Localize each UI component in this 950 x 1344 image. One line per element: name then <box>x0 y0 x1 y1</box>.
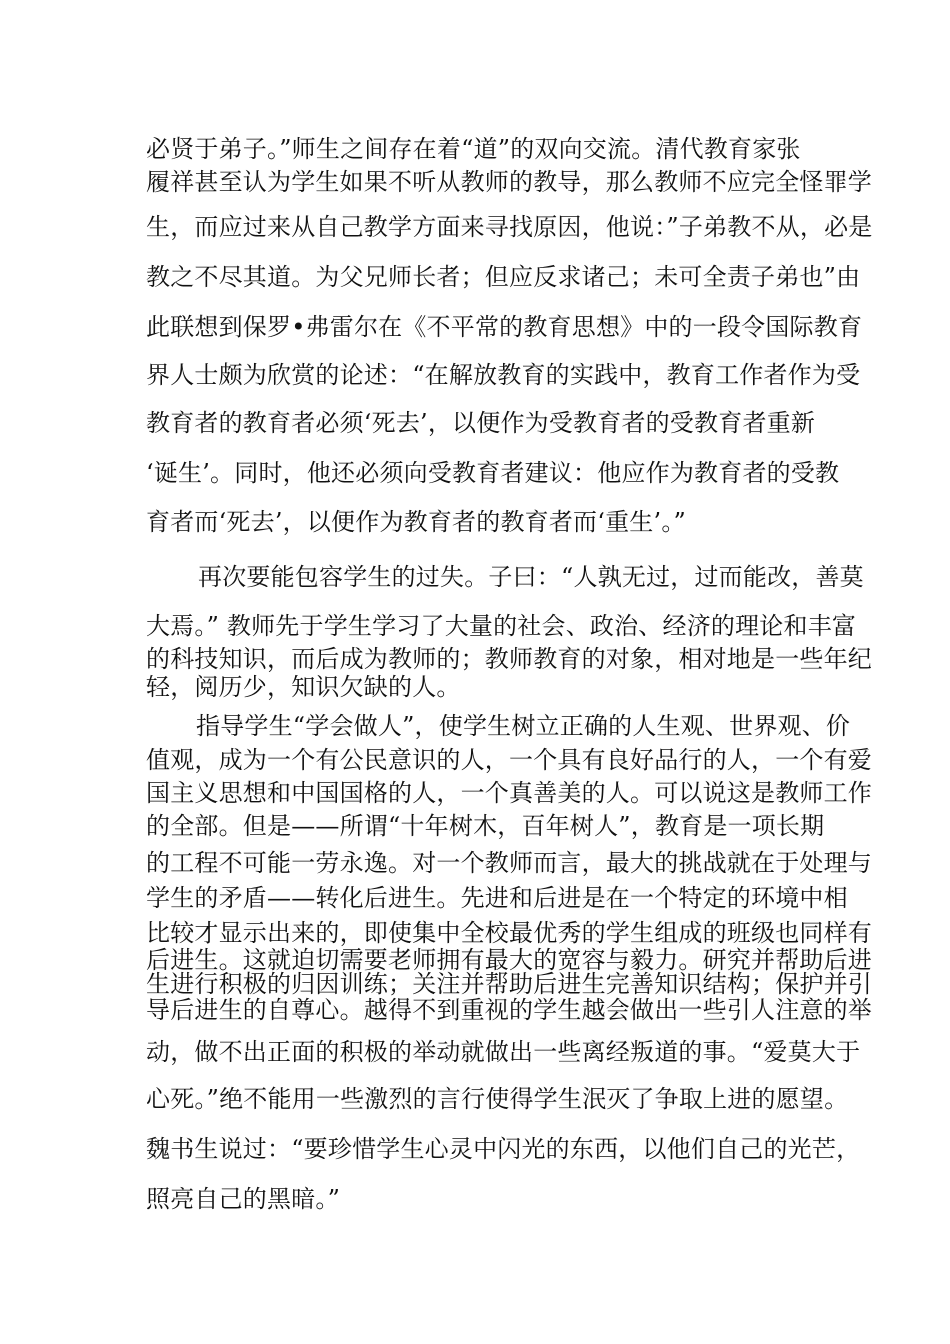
text-line: 比较才显示出来的，即使集中全校最优秀的学生组成的班级也同样有 <box>146 919 872 947</box>
paragraph-first-line: 再次要能包容学生的过失。子曰：“人孰无过，过而能改，善莫 <box>198 563 864 591</box>
text-line: 值观，成为一个有公民意识的人，一个具有良好品行的人，一个有爱 <box>146 746 872 774</box>
text-line: 必贤于弟子。”师生之间存在着“道”的双向交流。清代教育家张 <box>146 135 801 163</box>
text-line: 大焉。” 教师先于学生学习了大量的社会、政治、经济的理论和丰富 <box>146 612 857 640</box>
text-line: ‘诞生’。同时，他还必须向受教育者建议：他应作为教育者的受教 <box>146 459 840 487</box>
text-line: 的科技知识，而后成为教师的；教师教育的对象，相对地是一些年纪 <box>146 645 872 673</box>
text-line: 育者而‘死去’，以便作为教育者的教育者而‘重生’。” <box>146 508 686 536</box>
text-line: 的工程不可能一劳永逸。对一个教师而言，最大的挑战就在于处理与 <box>146 849 872 877</box>
text-line: 学生的矛盾——转化后进生。先进和后进是在一个特定的环境中相 <box>146 884 848 912</box>
text-line: 此联想到保罗•弗雷尔在《不平常的教育思想》中的一段令国际教育 <box>146 313 863 341</box>
text-line: 界人士颇为欣赏的论述：“在解放教育的实践中，教育工作者作为受 <box>146 361 861 389</box>
text-line: 国主义思想和中国国格的人，一个真善美的人。可以说这是教师工作 <box>146 779 872 807</box>
text-line: 生，而应过来从自己教学方面来寻找原因，他说：”子弟教不从，必是 <box>146 213 873 241</box>
text-line: 魏书生说过：“要珍惜学生心灵中闪光的东西，以他们自己的光芒， <box>146 1135 861 1163</box>
paragraph-first-line: 指导学生“学会做人”，使学生树立正确的人生观、世界观、价 <box>196 712 851 740</box>
text-line: 履祥甚至认为学生如果不听从教师的教导，那么教师不应完全怪罪学 <box>146 168 872 196</box>
text-line: 轻，阅历少，知识欠缺的人。 <box>146 673 461 701</box>
text-line: 导后进生的自尊心。越得不到重视的学生越会做出一些引人注意的举 <box>146 996 872 1024</box>
text-line: 照亮自己的黑暗。” <box>146 1185 341 1213</box>
text-line: 后进生。这就迫切需要老师拥有最大的宽容与毅力。研究并帮助后进 <box>146 946 872 974</box>
text-line: 教育者的教育者必须‘死去’，以便作为受教育者的受教育者重新 <box>146 409 816 437</box>
text-line: 的全部。但是——所谓“十年树木，百年树人”，教育是一项长期 <box>146 812 825 840</box>
text-line: 心死。”绝不能用一些激烈的言行使得学生泯灭了争取上进的愿望。 <box>146 1085 849 1113</box>
text-line: 教之不尽其道。为父兄师长者；但应反求诸己；未可全责子弟也”由 <box>146 263 861 291</box>
text-line: 生进行积极的归因训练；关注并帮助后进生完善知识结构；保护并引 <box>146 970 872 998</box>
text-line: 动，做不出正面的积极的举动就做出一些离经叛道的事。“爱莫大于 <box>146 1038 861 1066</box>
